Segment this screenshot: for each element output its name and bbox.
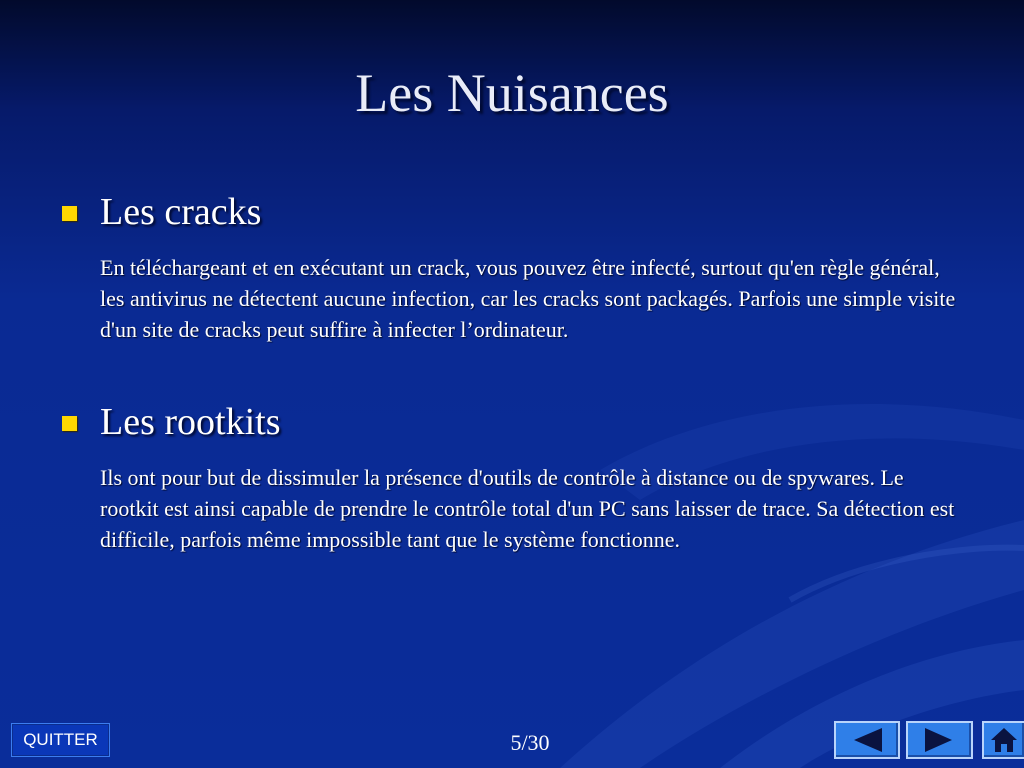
arrow-right-icon: [908, 723, 971, 757]
section-body-text: Ils ont pour but de dissimuler la présence d'outils de contrôle à distance ou de spywares. Le rootkit est ainsi capable de prendre le contrôle total d'un PC sans laisser de trace. Sa détection est difficile, parfois même impossible tant que le système fonctionne.: [100, 465, 955, 552]
next-slide-button[interactable]: [906, 721, 973, 759]
arrow-left-icon: [836, 723, 898, 757]
home-button[interactable]: [982, 721, 1024, 759]
section-body-text: En téléchargeant et en exécutant un crack, vous pouvez être infecté, surtout qu'en règle général, les antivirus ne détectent aucune infection, car les cracks sont packagés. Parfois une simple visite d'un site de cracks peut suffire à infecter l’ordinateur.: [100, 255, 956, 342]
section-heading-text: Les rootkits: [100, 401, 281, 443]
square-bullet-icon: [62, 416, 77, 431]
home-icon: [984, 723, 1024, 757]
previous-slide-button[interactable]: [834, 721, 900, 759]
section-cracks: [62, 188, 962, 345]
page-number: 5/30: [510, 730, 550, 755]
slide-title: Les Nuisances: [355, 63, 669, 123]
quit-button[interactable]: QUITTER: [11, 723, 110, 757]
section-rootkits: [62, 398, 962, 555]
section-heading: [62, 398, 962, 446]
square-bullet-icon: [62, 206, 77, 221]
section-heading-text: Les cracks: [100, 191, 262, 233]
section-heading: [62, 188, 962, 236]
